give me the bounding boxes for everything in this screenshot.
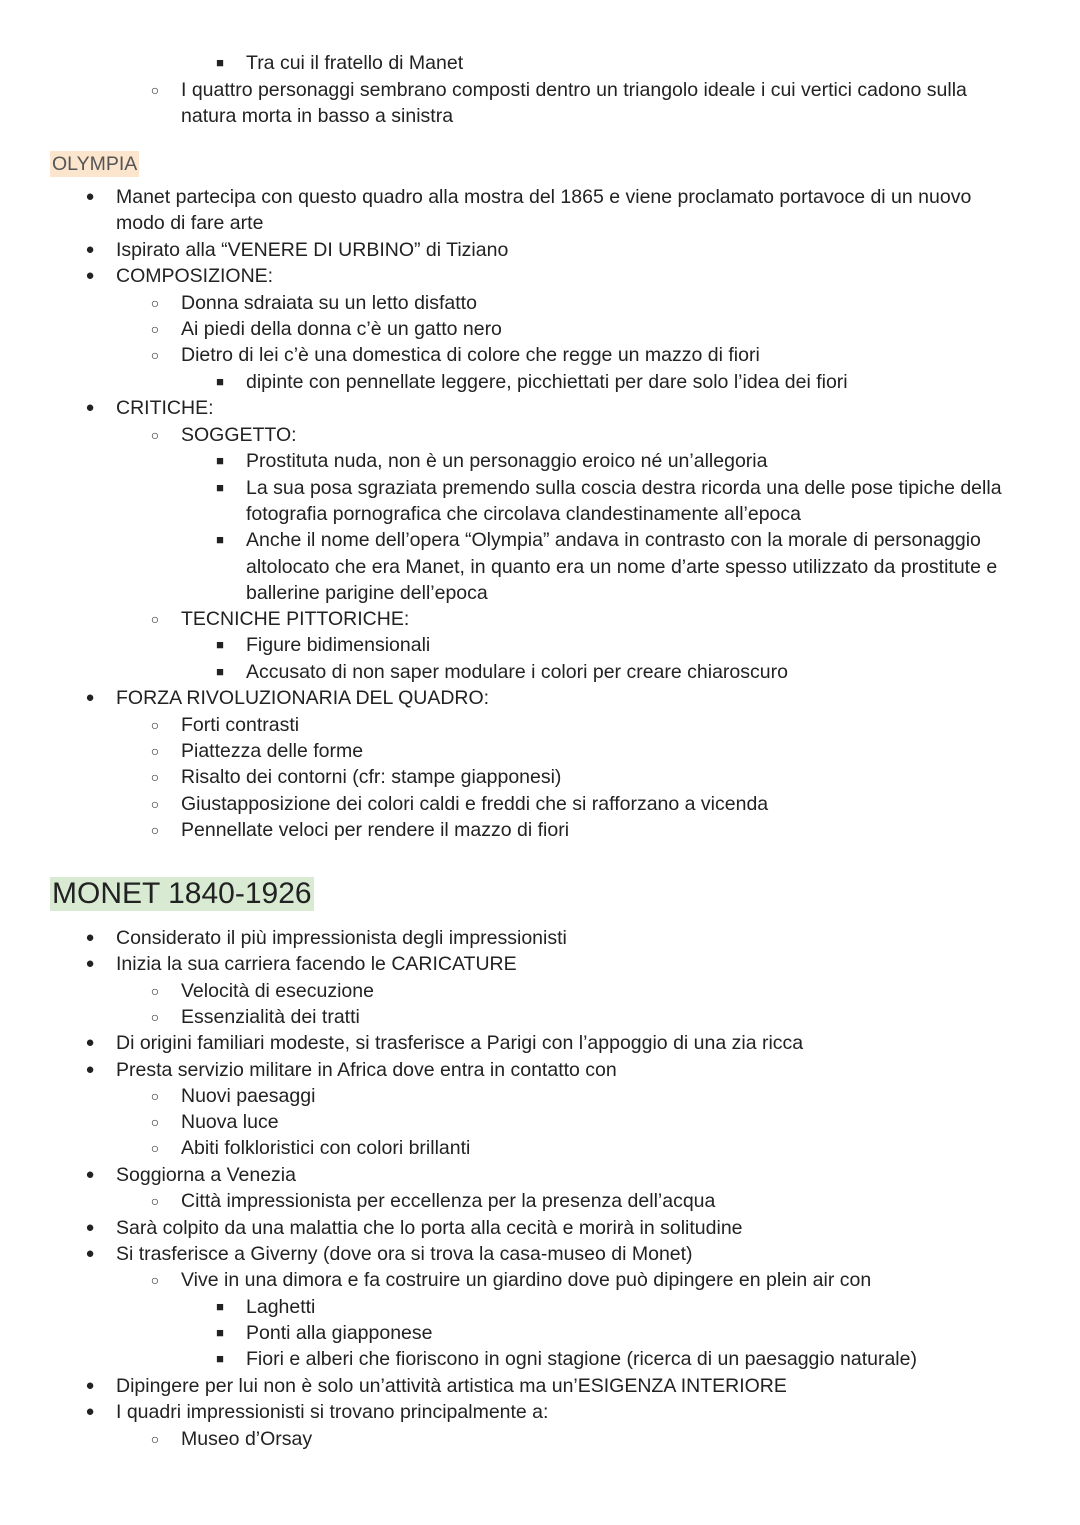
bullet-disc-icon: ●	[85, 1034, 95, 1051]
list-item-text: COMPOSIZIONE:	[116, 265, 274, 287]
bullet-circle-icon: ○	[150, 717, 160, 733]
bullet-circle-icon: ○	[150, 82, 160, 98]
list-item-text: Forti contrasti	[181, 714, 300, 736]
list-item-text: CRITICHE:	[116, 397, 214, 419]
list-item-text: Città impressionista per eccellenza per la presenza dell’acqua	[181, 1190, 716, 1212]
list-item-text: Giustapposizione dei colori caldi e freddi che si rafforzano a vicenda	[181, 793, 769, 815]
section-heading-monet: MONET 1840-1926	[52, 877, 312, 910]
bullet-circle-icon: ○	[150, 611, 160, 627]
list-item-text: Prostituta nuda, non è un personaggio eroico né un’allegoria	[246, 450, 768, 472]
bullet-disc-icon: ●	[85, 1166, 95, 1183]
bullet-square-icon: ■	[216, 637, 224, 652]
list-item-text: Ponti alla giapponese	[246, 1322, 433, 1344]
bullet-disc-icon: ●	[85, 1061, 95, 1078]
bullet-circle-icon: ○	[150, 427, 160, 443]
list-item-text: Essenzialità dei tratti	[181, 1006, 360, 1028]
bullet-square-icon: ■	[216, 480, 224, 495]
bullet-square-icon: ■	[216, 1299, 224, 1314]
bullet-circle-icon: ○	[150, 983, 160, 999]
list-item-text: Museo d’Orsay	[181, 1428, 313, 1450]
list-item-text: Nuovi paesaggi	[181, 1085, 316, 1107]
bullet-square-icon: ■	[216, 664, 224, 679]
bullet-circle-icon: ○	[150, 347, 160, 363]
list-item-text: I quattro personaggi sembrano composti dentro un triangolo ideale i cui vertici cadono sulla	[181, 79, 967, 101]
bullet-square-icon: ■	[216, 1325, 224, 1340]
list-item-text: SOGGETTO:	[181, 424, 297, 446]
list-item-text: Inizia la sua carriera facendo le CARICATURE	[116, 953, 517, 975]
bullet-disc-icon: ●	[85, 1219, 95, 1236]
list-item-text: I quadri impressionisti si trovano principalmente a:	[116, 1401, 549, 1423]
bullet-square-icon: ■	[216, 1351, 224, 1366]
list-item-text: Di origini familiari modeste, si trasferisce a Parigi con l’appoggio di una zia ricca	[116, 1032, 804, 1054]
bullet-square-icon: ■	[216, 532, 224, 547]
list-item-text: Dietro di lei c’è una domestica di colore che regge un mazzo di fiori	[181, 344, 760, 366]
list-item-text: Ai piedi della donna c’è un gatto nero	[181, 318, 502, 340]
bullet-circle-icon: ○	[150, 1114, 160, 1130]
list-item-text: fotografia pornografica che circolava clandestinamente all’epoca	[246, 503, 801, 525]
list-item-text: FORZA RIVOLUZIONARIA DEL QUADRO:	[116, 687, 490, 709]
list-item-text: Risalto dei contorni (cfr: stampe giapponesi)	[181, 766, 562, 788]
list-item-text: modo di fare arte	[116, 212, 264, 234]
list-item-text: Soggiorna a Venezia	[116, 1164, 296, 1186]
list-item-text: natura morta in basso a sinistra	[181, 105, 454, 127]
list-item-text: Considerato il più impressionista degli impressionisti	[116, 927, 567, 949]
bullet-square-icon: ■	[216, 453, 224, 468]
list-item-text: Ispirato alla “VENERE DI URBINO” di Tiziano	[116, 239, 509, 261]
bullet-circle-icon: ○	[150, 321, 160, 337]
list-item-text: Donna sdraiata su un letto disfatto	[181, 292, 477, 314]
bullet-circle-icon: ○	[150, 822, 160, 838]
bullet-circle-icon: ○	[150, 295, 160, 311]
bullet-circle-icon: ○	[150, 769, 160, 785]
bullet-square-icon: ■	[216, 55, 224, 70]
list-item-text: Sarà colpito da una malattia che lo porta alla cecità e morirà in solitudine	[116, 1217, 743, 1239]
list-item-text: Piattezza delle forme	[181, 740, 364, 762]
bullet-circle-icon: ○	[150, 1431, 160, 1447]
section-heading-olympia: OLYMPIA	[52, 153, 138, 175]
bullet-circle-icon: ○	[150, 1140, 160, 1156]
list-item-text: Manet partecipa con questo quadro alla mostra del 1865 e viene proclamato portavoce di un nuovo	[116, 186, 972, 208]
list-item-text: Pennellate veloci per rendere il mazzo di fiori	[181, 819, 570, 841]
list-item-text: Fiori e alberi che fioriscono in ogni stagione (ricerca di un paesaggio naturale)	[246, 1348, 917, 1370]
bullet-circle-icon: ○	[150, 1193, 160, 1209]
list-item-text: dipinte con pennellate leggere, picchiettati per dare solo l’idea dei fiori	[246, 371, 848, 393]
list-item-text: Si trasferisce a Giverny (dove ora si trova la casa-museo di Monet)	[116, 1243, 693, 1265]
bullet-disc-icon: ●	[85, 955, 95, 972]
list-item-text: TECNICHE PITTORICHE:	[181, 608, 410, 630]
bullet-disc-icon: ●	[85, 929, 95, 946]
bullet-circle-icon: ○	[150, 743, 160, 759]
bullet-disc-icon: ●	[85, 188, 95, 205]
list-item-text: Vive in una dimora e fa costruire un giardino dove può dipingere en plein air con	[181, 1269, 872, 1291]
list-item-text: Figure bidimensionali	[246, 634, 431, 656]
list-item-text: altolocato che era Manet, in quanto era un nome d’arte spesso utilizzato da prostitute e	[246, 556, 998, 578]
bullet-disc-icon: ●	[85, 689, 95, 706]
bullet-circle-icon: ○	[150, 796, 160, 812]
bullet-disc-icon: ●	[85, 267, 95, 284]
bullet-disc-icon: ●	[85, 1245, 95, 1262]
list-item-text: Accusato di non saper modulare i colori per creare chiaroscuro	[246, 661, 788, 683]
list-item-text: Presta servizio militare in Africa dove entra in contatto con	[116, 1059, 617, 1081]
list-item-text: Tra cui il fratello di Manet	[246, 52, 464, 74]
bullet-circle-icon: ○	[150, 1272, 160, 1288]
bullet-disc-icon: ●	[85, 1377, 95, 1394]
list-item-text: ballerine parigine dell’epoca	[246, 582, 488, 604]
list-item-text: La sua posa sgraziata premendo sulla coscia destra ricorda una delle pose tipiche della	[246, 477, 1002, 499]
bullet-circle-icon: ○	[150, 1088, 160, 1104]
list-item-text: Laghetti	[246, 1296, 316, 1318]
bullet-disc-icon: ●	[85, 1403, 95, 1420]
list-item-text: Dipingere per lui non è solo un’attività artistica ma un’ESIGENZA INTERIORE	[116, 1375, 787, 1397]
list-item-text: Anche il nome dell’opera “Olympia” andava in contrasto con la morale di personaggio	[246, 529, 981, 551]
bullet-disc-icon: ●	[85, 399, 95, 416]
bullet-square-icon: ■	[216, 374, 224, 389]
list-item-text: Nuova luce	[181, 1111, 279, 1133]
list-item-text: Velocità di esecuzione	[181, 980, 374, 1002]
bullet-disc-icon: ●	[85, 241, 95, 258]
bullet-circle-icon: ○	[150, 1009, 160, 1025]
list-item-text: Abiti folkloristici con colori brillanti	[181, 1137, 471, 1159]
